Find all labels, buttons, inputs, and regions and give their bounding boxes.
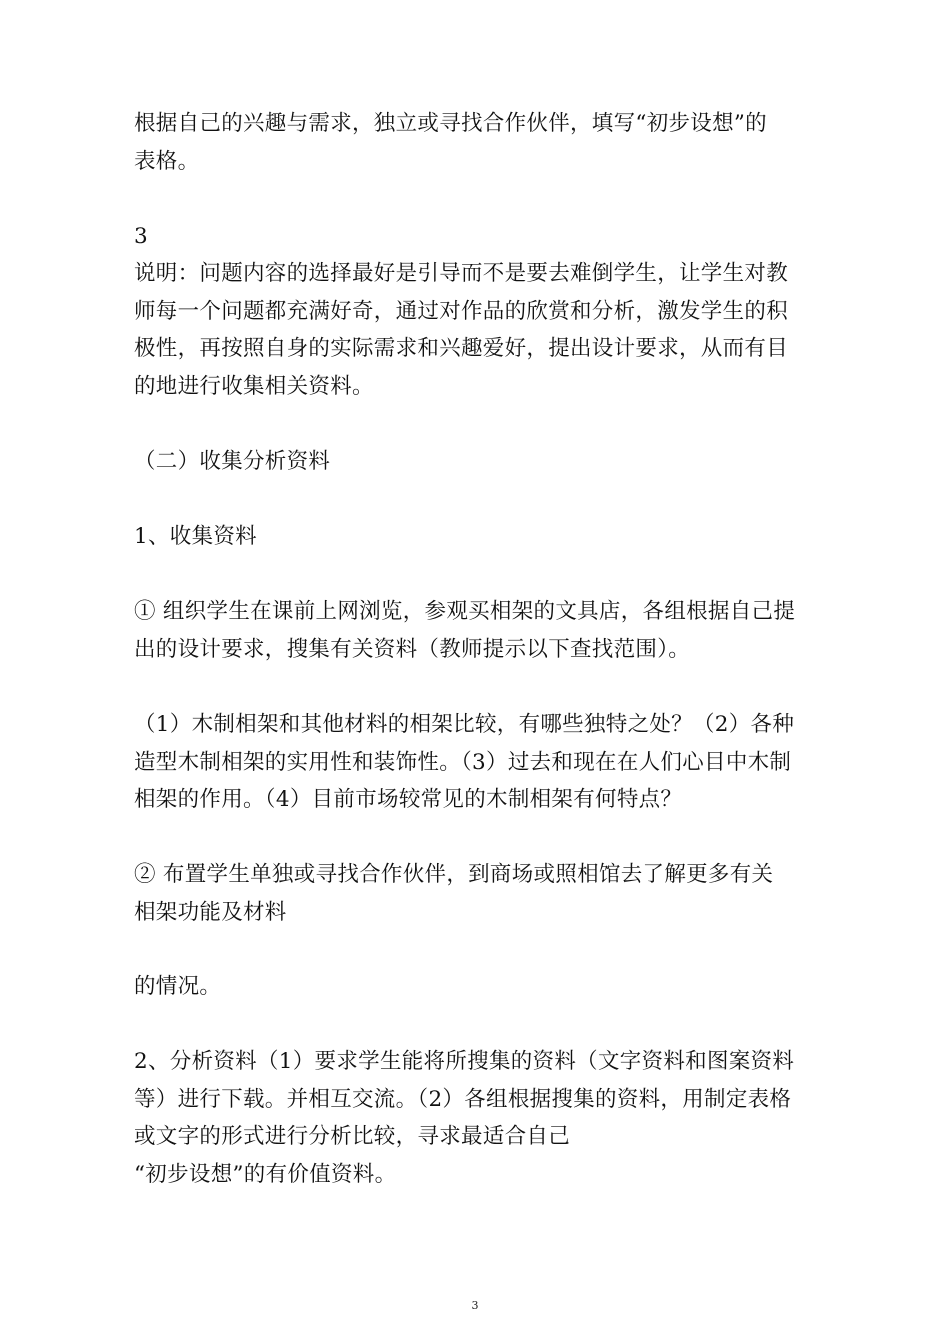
- paragraph-analysis: [134, 1043, 824, 1156]
- paragraph-explanation: [134, 255, 824, 405]
- page-number: 3: [471, 1299, 479, 1312]
- paragraph-item-1: [134, 593, 824, 668]
- text-line: 相架的作用。（4）目前市场较常见的木制相架有何特点？: [134, 787, 683, 812]
- text-line: “初步设想”的有价值资料。: [134, 1162, 397, 1187]
- paragraph-step-number: [134, 218, 824, 256]
- paragraph-questions: [134, 706, 824, 819]
- text-line: 说明：问题内容的选择最好是引导而不是要去难倒学生，让学生对教: [134, 261, 789, 286]
- text-line: 3: [134, 224, 148, 249]
- text-line: 出的设计要求，搜集有关资料（教师提示以下查找范围）。: [134, 636, 691, 662]
- subsection-heading: [134, 518, 824, 556]
- text-line: 的情况。: [134, 974, 222, 999]
- text-line: 表格。: [134, 148, 200, 174]
- paragraph-item-2: [134, 856, 824, 931]
- text-line: 师每一个问题都充满好奇，通过对作品的欣赏和分析，激发学生的积: [134, 298, 789, 324]
- paragraph-intro: [134, 105, 824, 180]
- text-line: ① 组织学生在课前上网浏览，参观买相架的文具店，各组根据自己提: [134, 599, 796, 624]
- text-line: 造型木制相架的实用性和装饰性。（3）过去和现在在人们心目中木制: [134, 749, 792, 775]
- paragraph-closing: [134, 1156, 824, 1194]
- section-heading: [134, 443, 824, 481]
- text-line: ② 布置学生单独或寻找合作伙伴，到商场或照相馆去了解更多有关: [134, 862, 774, 887]
- text-line: （二）收集分析资料: [134, 449, 331, 474]
- text-line: 等）进行下载。并相互交流。（2）各组根据搜集的资料，用制定表格: [134, 1086, 792, 1112]
- text-line: （1）木制相架和其他材料的相架比较，有哪些独特之处？（2）各种: [134, 712, 795, 737]
- text-line: 相架功能及材料: [134, 899, 287, 925]
- text-line: 1、收集资料: [134, 524, 257, 549]
- paragraph-continuation: [134, 968, 824, 1006]
- text-line: 根据自己的兴趣与需求，独立或寻找合作伙伴，填写“初步设想”的: [134, 111, 767, 136]
- text-line: 2、分析资料（1）要求学生能将所搜集的资料（文字资料和图案资料: [134, 1049, 795, 1074]
- text-line: 的地进行收集相关资料。: [134, 373, 374, 399]
- text-line: 或文字的形式进行分析比较，寻求最适合自己: [134, 1124, 571, 1149]
- text-line: 极性，再按照自身的实际需求和兴趣爱好，提出设计要求，从而有目: [134, 336, 789, 361]
